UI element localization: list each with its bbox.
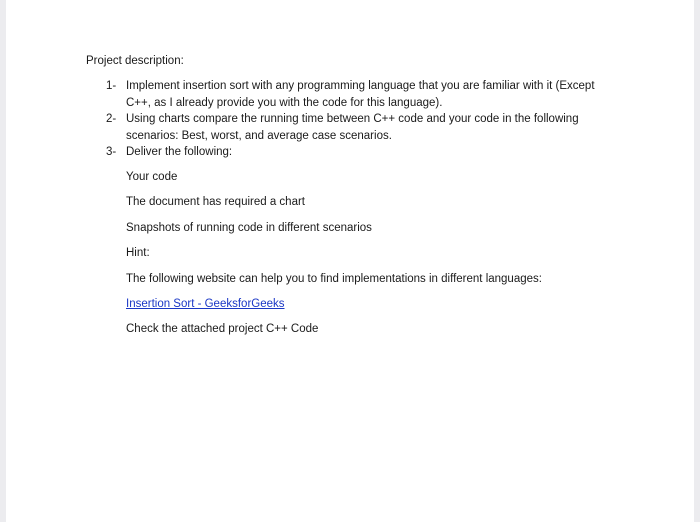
hint-label: Hint: [126,247,150,259]
geeksforgeeks-link[interactable]: Insertion Sort - GeeksforGeeks [126,298,285,310]
list-text [126,144,616,161]
list-text [126,78,616,111]
deliverable-code: Your code [126,171,178,183]
deliverable-snapshots: Snapshots of running code in different scenarios [126,222,372,234]
list-number: 1- [106,80,117,92]
hint-text: The following website can help you to find implementations in different languages: [126,273,542,285]
list-text-line: Using charts compare the running time between C++ code and your code in the following [126,113,579,125]
deliverable-chart: The document has required a chart [126,196,305,208]
list-text-line: scenarios: Best, worst, and average case scenarios. [126,129,392,142]
document-page [6,0,694,522]
list-text-line: C++, as I already provide you with the code for this language). [126,96,443,109]
list-text-line: Deliver the following: [126,146,233,158]
list-number: 3- [106,146,117,158]
list-text-line: Implement insertion sort with any programming language that you are familiar with it (Except [126,80,595,92]
closing-note: Check the attached project C++ Code [126,323,319,335]
list-number: 2- [106,113,117,125]
page-heading: Project description: [86,55,184,67]
list-text [126,111,616,144]
